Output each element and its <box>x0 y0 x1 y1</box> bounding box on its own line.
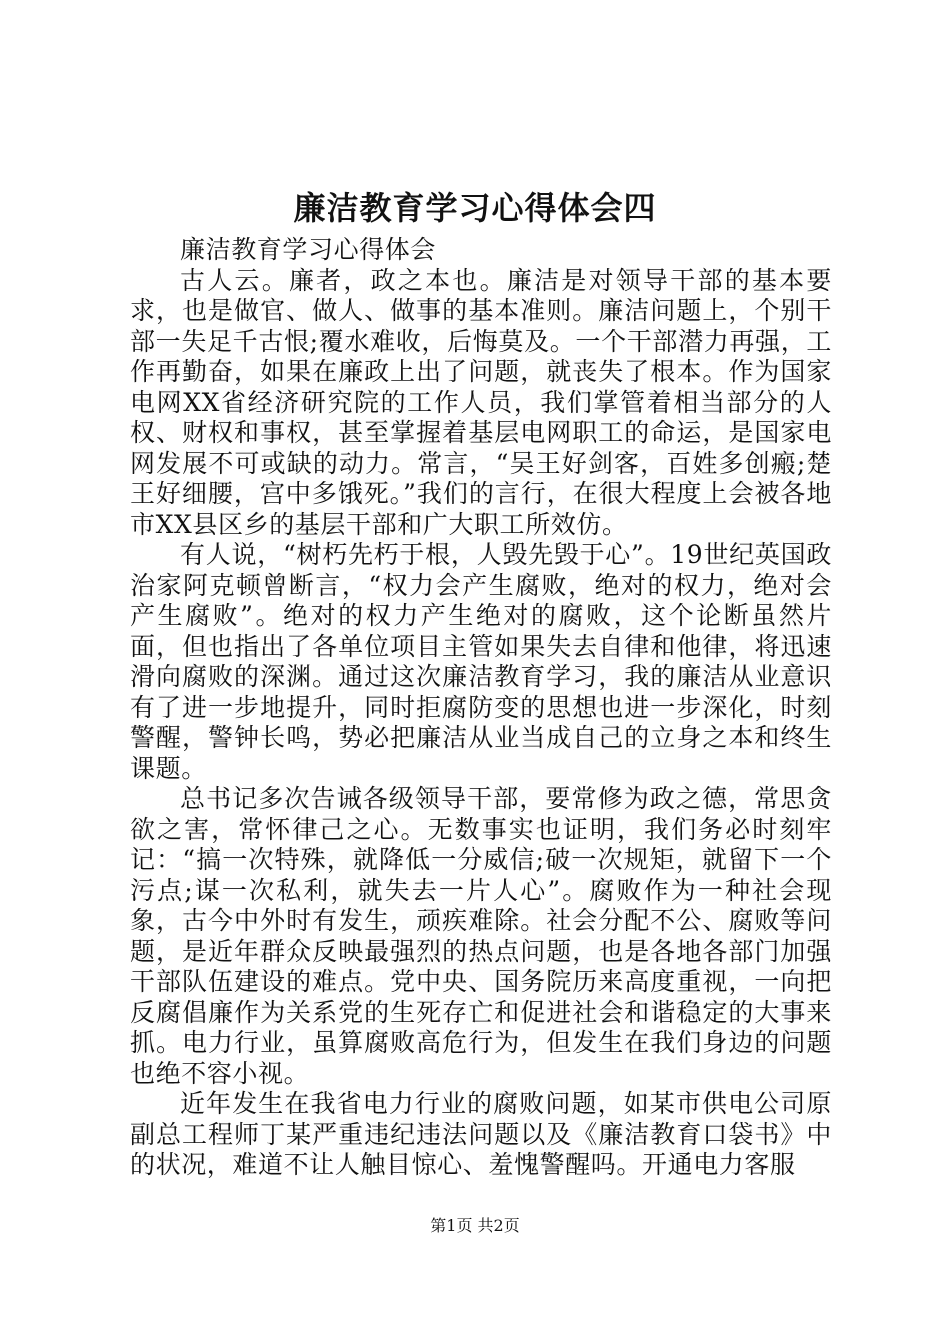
paragraph: 古人云。廉者，政之本也。廉洁是对领导干部的基本要求，也是做官、做人、做事的基本准则。廉洁问题上，个别干部一失足千古恨;覆水难收，后悔莫及。一个干部潜力再强，工作再勤奋，如果在廉政上出了问题，就丧失了根本。作为国家电网XX省经济研究院的工作人员，我们掌管着相当部分的人权、财权和事权，甚至掌握着基层电网职工的命运，是国家电网发展不可或缺的动力。常言，“吴王好剑客，百姓多创瘢;楚王好细腰，宫中多饿死。”我们的言行，在很大程度上会被各地市XX县区乡的基层干部和广大职工所效仿。 <box>130 265 832 539</box>
paragraph: 总书记多次告诫各级领导干部，要常修为政之德，常思贪欲之害，常怀律己之心。无数事实也证明，我们务必时刻牢记：“搞一次特殊，就降低一分威信;破一次规矩，就留下一个污点;谋一次私利，就失去一片人心”。腐败作为一种社会现象，古今中外时有发生，顽疾难除。社会分配不公、腐败等问题，是近年群众反映最强烈的热点问题，也是各地各部门加强干部队伍建设的难点。党中央、国务院历来高度重视，一向把反腐倡廉作为关系党的生死存亡和促进社会和谐稳定的大事来抓。电力行业，虽算腐败高危行为，但发生在我们身边的问题也绝不容小视。 <box>130 784 832 1088</box>
document-title: 廉洁教育学习心得体会四 <box>293 189 657 227</box>
document-body <box>130 235 832 1181</box>
paragraph-subtitle: 廉洁教育学习心得体会 <box>180 235 437 264</box>
paragraph: 有人说，“树朽先朽于根，人毁先毁于心”。19世纪英国政治家阿克顿曾断言，“权力会产生腐败，绝对的权力，绝对会产生腐败”。绝对的权力产生绝对的腐败，这个论断虽然片面，但也指出了各单位项目主管如果失去自律和他律，将迅速滑向腐败的深渊。通过这次廉洁教育学习，我的廉洁从业意识有了进一步地提升，同时拒腐防变的思想也进一步深化，时刻警醒，警钟长鸣，势必把廉洁从业当成自己的立身之本和终生课题。 <box>130 540 832 783</box>
paragraph: 近年发生在我省电力行业的腐败问题，如某市供电公司原副总工程师丁某严重违纪违法问题以及《廉洁教育口袋书》中的状况，难道不让人触目惊心、羞愧警醒吗。开通电力客服 <box>130 1089 832 1179</box>
page-footer: 第1页 共2页 <box>430 1216 520 1235</box>
